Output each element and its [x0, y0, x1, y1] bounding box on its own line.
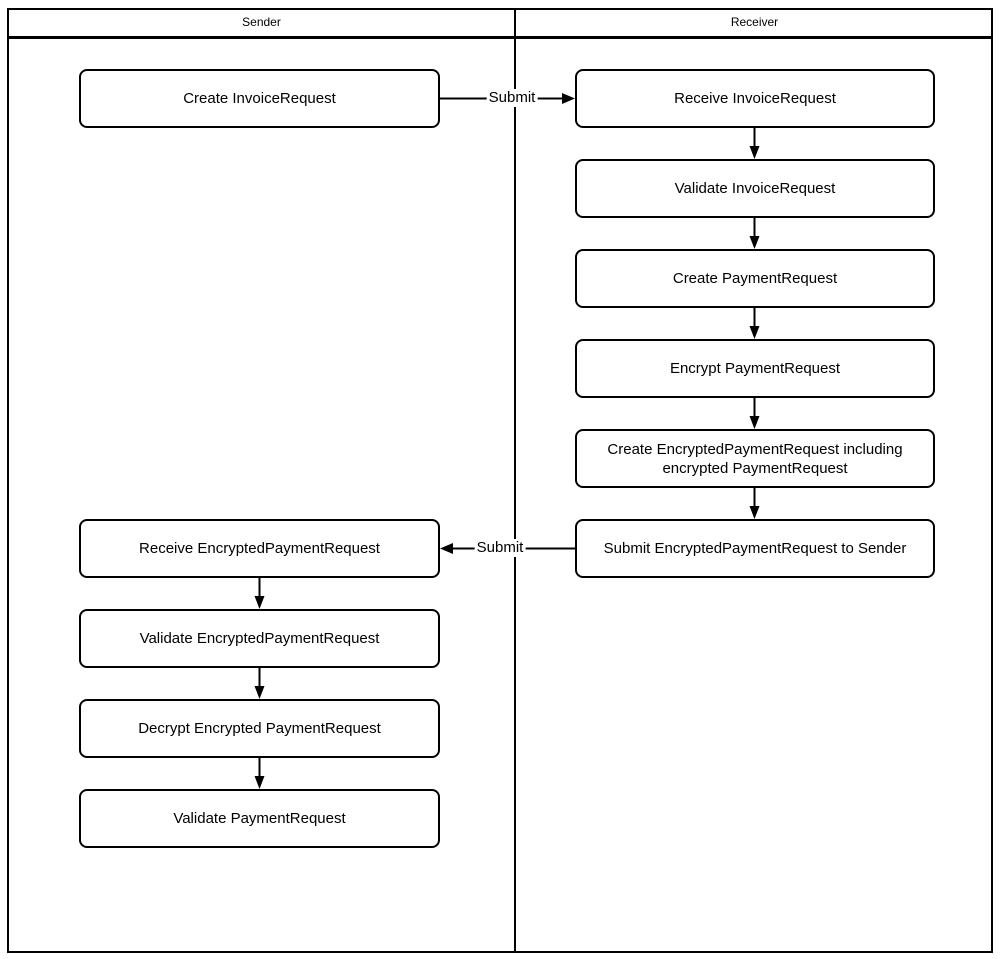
lane-title-receiver: Receiver — [730, 15, 779, 29]
arrow-encrypt-payment-to-create-encrypted-payment — [750, 398, 760, 429]
arrow-validate-invoice-to-create-payment — [750, 218, 760, 249]
arrow-create-encrypted-payment-to-submit-encrypted-payment — [750, 488, 760, 519]
node-validate-encrypted-payment-request: Validate EncryptedPaymentRequest — [79, 609, 440, 668]
arrow-receive-invoice-to-validate-invoice — [750, 128, 760, 159]
node-submit-encrypted-payment-request: Submit EncryptedPaymentRequest to Sender — [575, 519, 935, 578]
arrow-create-payment-to-encrypt-payment — [750, 308, 760, 339]
node-create-encrypted-payment-request: Create EncryptedPaymentRequest including encrypted PaymentRequest — [575, 429, 935, 488]
node-receive-invoice-request: Receive InvoiceRequest — [575, 69, 935, 128]
edge-label-submit-invoice: Submit — [488, 89, 536, 106]
node-decrypt-encrypted-payment-request: Decrypt Encrypted PaymentRequest — [79, 699, 440, 758]
node-encrypt-payment-request: Encrypt PaymentRequest — [575, 339, 935, 398]
node-validate-invoice-request: Validate InvoiceRequest — [575, 159, 935, 218]
lane-title-sender: Sender — [242, 15, 281, 29]
node-create-payment-request: Create PaymentRequest — [575, 249, 935, 308]
node-validate-payment-request: Validate PaymentRequest — [79, 789, 440, 848]
arrow-decrypt-encrypted-payment-to-validate-payment — [255, 758, 265, 789]
arrow-validate-encrypted-payment-to-decrypt-encrypted-payment — [255, 668, 265, 699]
node-receive-encrypted-payment-request: Receive EncryptedPaymentRequest — [79, 519, 440, 578]
node-create-invoice-request: Create InvoiceRequest — [79, 69, 440, 128]
arrow-receive-encrypted-payment-to-validate-encrypted-payment — [255, 578, 265, 609]
edge-label-submit-encrypted-payment: Submit — [476, 539, 524, 556]
